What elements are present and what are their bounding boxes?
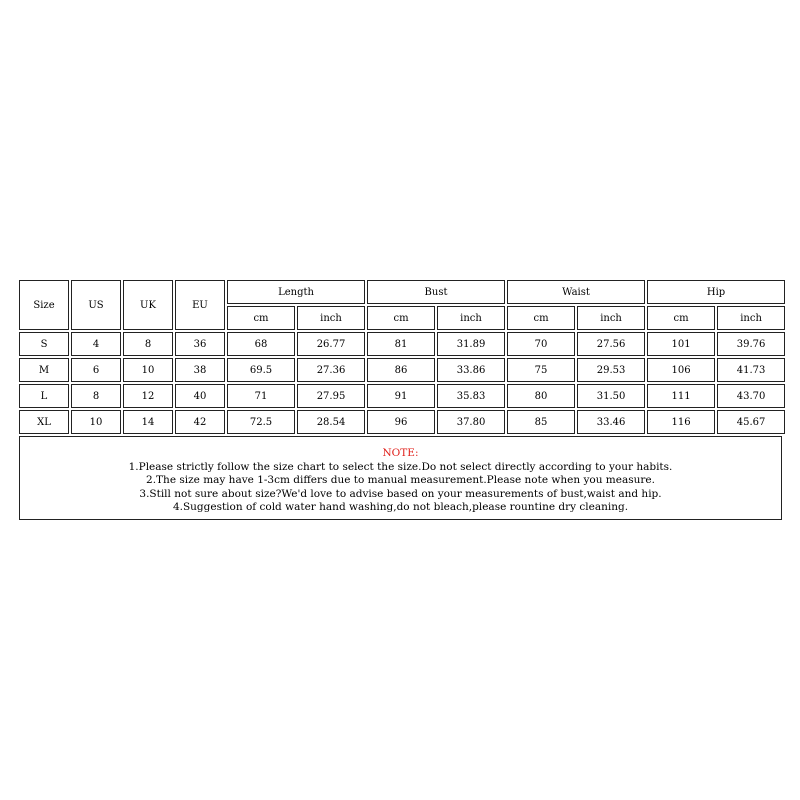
table-cell: 106 [647,358,715,382]
table-cell: 37.80 [437,410,505,434]
table-cell: 86 [367,358,435,382]
unit-cell: inch [297,306,365,330]
unit-cell: inch [577,306,645,330]
table-cell: 29.53 [577,358,645,382]
table-cell: M [19,358,69,382]
table-cell: 26.77 [297,332,365,356]
table-cell: 40 [175,384,225,408]
table-cell: 69.5 [227,358,295,382]
table-cell: 42 [175,410,225,434]
table-cell: 68 [227,332,295,356]
table-cell: 41.73 [717,358,785,382]
header-row-groups [19,280,785,304]
unit-cell: cm [367,306,435,330]
table-cell: 31.89 [437,332,505,356]
size-table [17,278,787,436]
header-waist: Waist [507,280,645,304]
header-length: Length [227,280,365,304]
table-row [19,384,785,408]
header-uk: UK [123,280,173,330]
table-cell: 72.5 [227,410,295,434]
table-cell: S [19,332,69,356]
table-cell: 43.70 [717,384,785,408]
unit-cell: inch [437,306,505,330]
table-cell: 28.54 [297,410,365,434]
table-cell: 70 [507,332,575,356]
table-cell: 36 [175,332,225,356]
table-cell: 8 [123,332,173,356]
table-cell: 111 [647,384,715,408]
table-cell: 8 [71,384,121,408]
table-cell: 6 [71,358,121,382]
note-line-2: 2.The size may have 1-3cm differs due to manual measurement.Please note when you measure. [146,474,655,486]
notes-box [19,436,782,520]
header-us: US [71,280,121,330]
table-cell: 71 [227,384,295,408]
table-cell: 27.56 [577,332,645,356]
table-cell: 45.67 [717,410,785,434]
unit-cell: cm [647,306,715,330]
table-cell: 33.46 [577,410,645,434]
table-cell: 4 [71,332,121,356]
unit-cell: inch [717,306,785,330]
table-cell: 10 [123,358,173,382]
size-rows [19,332,785,434]
table-cell: 14 [123,410,173,434]
table-cell: XL [19,410,69,434]
table-cell: 35.83 [437,384,505,408]
header-eu: EU [175,280,225,330]
unit-cell: cm [507,306,575,330]
header-hip: Hip [647,280,785,304]
table-cell: L [19,384,69,408]
header-bust: Bust [367,280,505,304]
table-cell: 91 [367,384,435,408]
table-cell: 116 [647,410,715,434]
table-cell: 10 [71,410,121,434]
table-cell: 38 [175,358,225,382]
table-cell: 27.95 [297,384,365,408]
table-cell: 12 [123,384,173,408]
unit-cell: cm [227,306,295,330]
note-line-3: 3.Still not sure about size?We'd love to advise based on your measurements of bust,waist and hip. [139,487,662,500]
note-title: NOTE: [382,447,419,459]
table-cell: 85 [507,410,575,434]
table-cell: 80 [507,384,575,408]
note-line-4: 4.Suggestion of cold water hand washing,do not bleach,please rountine dry cleaning. [172,501,629,513]
table-cell: 81 [367,332,435,356]
header-size: Size [19,280,69,330]
table-cell: 39.76 [717,332,785,356]
table-cell: 96 [367,410,435,434]
table-cell: 75 [507,358,575,382]
table-cell: 101 [647,332,715,356]
table-row [19,332,785,356]
note-line-1: 1.Please strictly follow the size chart to select the size.Do not select directly according to your habits. [128,460,673,473]
table-row [19,358,785,382]
table-row [19,410,785,434]
size-chart [17,278,784,520]
table-cell: 27.36 [297,358,365,382]
table-cell: 33.86 [437,358,505,382]
table-cell: 31.50 [577,384,645,408]
